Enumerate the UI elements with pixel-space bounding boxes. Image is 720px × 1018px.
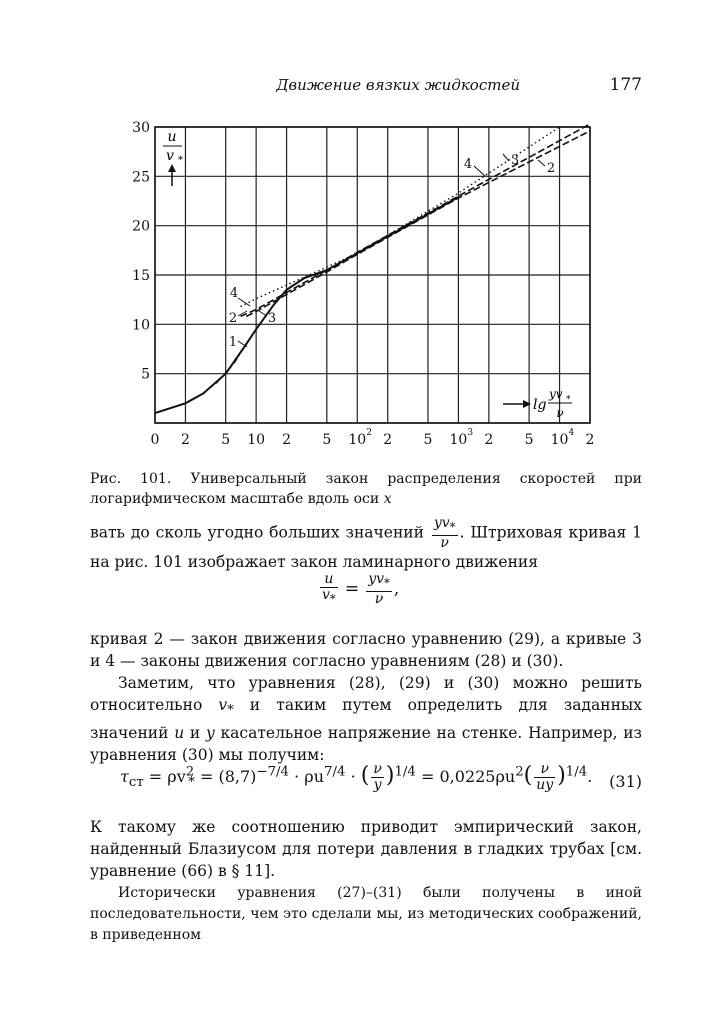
y-axis-label-num: u bbox=[167, 129, 177, 145]
x-tick-label: 2 bbox=[383, 432, 393, 448]
y-tick-label: 10 bbox=[132, 317, 150, 334]
y-tick-label: 25 bbox=[132, 169, 150, 186]
paragraph-5: Исторически уравнения (27)–(31) были получены в иной последовательности, чем это сделали мы, из методических соображений, в приведенном bbox=[90, 885, 642, 943]
velocity-distribution-chart bbox=[0, 0, 720, 470]
eq2-f2-sup: 1/4 bbox=[565, 764, 588, 780]
eq1-lhs-sub: * bbox=[329, 591, 336, 606]
eq2-a-sub: * bbox=[188, 775, 195, 791]
curve-label-3-leader bbox=[259, 311, 267, 316]
curve-label-4-upper: 4 bbox=[463, 157, 473, 172]
eq2-f1-sup: 1/4 bbox=[394, 764, 416, 780]
eq1-lhs bbox=[320, 572, 338, 607]
eq2-a: = ρv bbox=[148, 767, 186, 786]
eq2-a-sup: 2 bbox=[185, 764, 195, 780]
x-tick-label: 10 bbox=[550, 432, 569, 448]
equation-31: $\tau_{ст} = \rho v^2_* = (8,7)^{-7/4} \cdot \rho u^{7/4}$ · ( $\frac{\nu}{y}$ )$^{1/4} = 0,0225\rho u^2$( $\frac{\nu}{uy}$ )$^{1/4}$. bbox=[120, 761, 593, 793]
y-axis-label-sub: * bbox=[178, 155, 183, 166]
eq2-frac1 bbox=[371, 762, 384, 793]
caption-label: Рис. 101. bbox=[90, 471, 172, 487]
x-axis-label-num: yv bbox=[549, 387, 563, 401]
y-tick-label: 30 bbox=[132, 120, 150, 136]
eq1-rhs-num: yv bbox=[368, 571, 385, 587]
y-axis-label-den: v bbox=[166, 148, 174, 164]
eq2-tau-sub: ст bbox=[128, 775, 144, 791]
eq2-f1-den: y bbox=[373, 777, 382, 793]
series-line-3 bbox=[246, 131, 590, 317]
x-tick-label: 5 bbox=[221, 432, 231, 448]
x-tick-exponent: 4 bbox=[568, 428, 575, 438]
curve-label-4-upper-leader bbox=[474, 166, 485, 176]
eq1-rhs bbox=[366, 572, 392, 607]
x-axis-arrow-head bbox=[523, 400, 531, 408]
x-tick-label: 10 bbox=[348, 432, 367, 448]
eq1-rhs-den: ν bbox=[374, 590, 384, 607]
p1-fraction bbox=[432, 516, 458, 551]
eq2-f1-num: ν bbox=[373, 761, 382, 777]
paragraph-1 bbox=[90, 516, 642, 573]
x-tick-label: 5 bbox=[524, 432, 534, 448]
paragraph-2: кривая 2 — закон движения согласно уравнению (29), а кривые 3 и 4 — законы движения согласно уравнениям (28) и (30). bbox=[90, 630, 642, 670]
x-tick-exponent: 3 bbox=[467, 428, 474, 438]
eq2-e-sup: 2 bbox=[515, 764, 524, 780]
figure-caption bbox=[90, 469, 642, 509]
x-tick-label: 2 bbox=[282, 432, 292, 448]
eq2-c-sup: 7/4 bbox=[324, 764, 346, 780]
chart-series bbox=[155, 124, 590, 413]
p3-text-b: и таким путем определить для заданных значений bbox=[90, 696, 642, 743]
x-axis-label-sub: * bbox=[566, 395, 571, 405]
x-tick-label: 0 bbox=[150, 432, 160, 448]
y-tick-label: 15 bbox=[132, 268, 150, 284]
y-tick-label: 5 bbox=[141, 366, 150, 383]
eq2-c: · ρu bbox=[294, 767, 325, 786]
p3-text-a: Заметим, что уравнения (28), (29) и (30) можно решить относительно bbox=[90, 674, 642, 714]
caption-text: Универсальный закон распределения скоростей при логарифмическом масштабе вдоль оси bbox=[90, 471, 642, 507]
page-number: 177 bbox=[609, 75, 642, 95]
eq2-end: . bbox=[587, 767, 593, 786]
curve-label-2-upper-leader bbox=[538, 160, 545, 166]
p3-var2: u bbox=[174, 724, 185, 743]
p3-var1-sub: * bbox=[227, 703, 234, 719]
eq2-e: = 0,0225ρu bbox=[421, 767, 516, 786]
x-axis-label-prefix: lg bbox=[533, 397, 547, 413]
x-tick-label: 2 bbox=[484, 432, 494, 448]
p1-frac-num: yv bbox=[433, 515, 450, 531]
curve-label-3-upper-leader bbox=[503, 154, 509, 161]
p3-var1: v bbox=[218, 696, 228, 714]
x-tick-label: 10 bbox=[449, 432, 468, 448]
curve-label-4: 4 bbox=[229, 286, 239, 301]
curve-label-2: 2 bbox=[228, 311, 238, 326]
paragraph-4: К такому же соотношению приводит эмпирический закон, найденный Блазиусом для потери давления в гладких трубах [см. уравнение (66) в § 11]. bbox=[90, 818, 642, 880]
eq1-lhs-den: v bbox=[322, 587, 330, 603]
eq2-frac2 bbox=[534, 762, 555, 793]
x-tick-label: 5 bbox=[322, 432, 332, 448]
curve-label-3-upper: 3 bbox=[510, 153, 520, 168]
p1-frac-sub: * bbox=[449, 519, 456, 534]
y-tick-label: 20 bbox=[132, 218, 150, 235]
eq2-b: = (8,7) bbox=[199, 767, 257, 786]
curve-label-3: 3 bbox=[267, 311, 277, 326]
p3-text-d: касательное напряжение на стенке. Например, из уравнения (30) мы получим: bbox=[90, 724, 643, 765]
eq1-lhs-num: u bbox=[324, 571, 334, 587]
paragraph-3 bbox=[90, 672, 642, 766]
eq2-f2-den: uy bbox=[536, 777, 554, 793]
p1-frac-den: ν bbox=[440, 534, 449, 551]
y-axis-arrow-head bbox=[168, 164, 176, 172]
p1-text-b: . Штриховая кривая 1 на рис. 101 изображает закон ламинарного движения bbox=[90, 523, 642, 571]
x-tick-label: 5 bbox=[423, 432, 433, 448]
caption-var: x bbox=[383, 491, 392, 507]
curve-label-4-leader bbox=[238, 298, 250, 306]
p1-text-a: вать до сколь угодно больших значений bbox=[90, 523, 424, 542]
x-tick-label: 10 bbox=[247, 432, 266, 448]
p3-var3: y bbox=[205, 724, 215, 743]
eq1-rhs-sub: * bbox=[384, 575, 390, 590]
eq2-tau: τ bbox=[120, 767, 129, 786]
x-tick-label: 2 bbox=[585, 432, 595, 448]
series-line-measured bbox=[155, 197, 458, 413]
curve-label-1: 1 bbox=[228, 335, 238, 350]
eq2-b-sup: −7/4 bbox=[256, 764, 290, 780]
equation-number: (31) bbox=[609, 772, 642, 791]
eq2-f2-num: ν bbox=[534, 762, 555, 778]
running-header: Движение вязких жидкостей bbox=[276, 76, 520, 94]
eq1-tail: , bbox=[393, 578, 400, 599]
x-tick-label: 2 bbox=[180, 432, 190, 448]
eq2-d: · bbox=[350, 767, 356, 786]
p3-text-c: и bbox=[189, 724, 201, 743]
x-tick-exponent: 2 bbox=[366, 428, 373, 438]
equation-laminar: $\frac{u}{v_*}$ = $\frac{yv_*}{\nu}$ , bbox=[322, 571, 400, 607]
chart-ticks bbox=[132, 120, 594, 448]
curve-label-2-upper: 2 bbox=[546, 161, 556, 176]
x-axis-label-den: ν bbox=[556, 406, 564, 420]
